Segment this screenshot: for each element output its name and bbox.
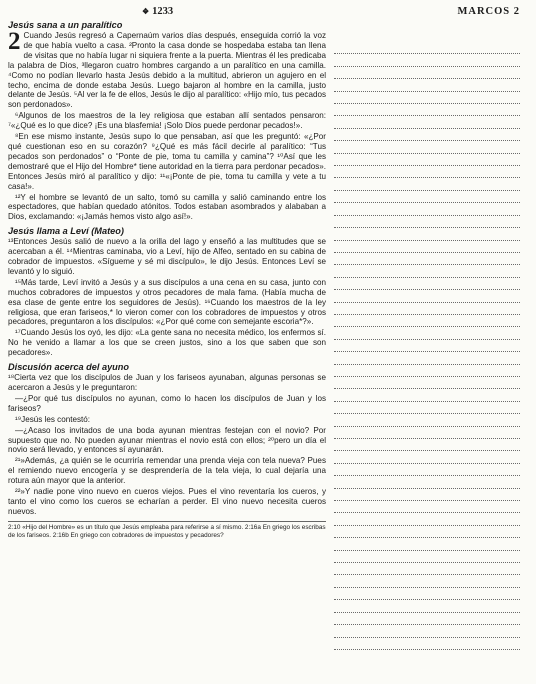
note-line	[334, 265, 520, 277]
note-line	[334, 538, 520, 550]
note-line	[334, 526, 520, 538]
verse-paragraph: ¹⁵Más tarde, Leví invitó a Jesús y a sus discípulos a una cena en su casa, junto con muchos cobradores de impuestos y otros pecadores de mala fama. (Había mucha de esa clase de gente entre los seguidores de Jesús). ¹⁶Cuando los maestros de la ley religiosa, que eran fariseos,* lo vieron comer con los cobradores de impuestos y otros pecadores, preguntaron a los discípulos: «¿Por qué come con semejante escoria*?».	[8, 277, 326, 327]
note-line	[334, 377, 520, 389]
verse-paragraph: ⁸En ese mismo instante, Jesús supo lo que pensaban, así que les preguntó: «¿Por qué cuestionan eso en su corazón? ⁹¿Qué es más fácil decirle al paralítico: “Tus pecados son perdonados” o “Ponte de pie, toma tu camilla y camina”? ¹⁰Así que les demostraré que el Hijo del Hombre* tiene autoridad en la tierra para perdonar pecados». Entonces Jesús miró al paralítico y dijo: ¹¹«¡Ponte de pie, toma tu camilla y vete a tu casa!».	[8, 132, 326, 191]
verse-paragraph: ¹³Entonces Jesús salió de nuevo a la orilla del lago y enseñó a las multitudes que se acercaban a él. ¹⁴Mientras caminaba, vio a Leví, hijo de Alfeo, sentado en su cabina de cobrador de impuestos. «Sígueme y sé mi discípulo», le dijo Jesús. Entonces Leví se levantó y lo siguió.	[8, 237, 326, 276]
note-line	[334, 315, 520, 327]
section-heading: Jesús llama a Leví (Mateo)	[8, 226, 124, 237]
book-chapter-title: MARCOS 2	[457, 6, 520, 17]
note-line	[334, 575, 520, 587]
section-heading: Discusión acerca del ayuno	[8, 362, 130, 373]
note-line	[334, 178, 520, 190]
note-line	[334, 476, 520, 488]
note-line	[334, 253, 520, 265]
verse-paragraph: ⁶Algunos de los maestros de la ley religiosa que estaban allí sentados pensaron: ⁷«¿Qué es lo que dice? ¡Es una blasfemia! ¡Solo Dios puede perdonar pecados!».	[8, 111, 326, 131]
note-line	[334, 327, 520, 339]
note-line	[334, 191, 520, 203]
note-line	[334, 129, 520, 141]
note-line	[334, 625, 520, 637]
note-line	[334, 340, 520, 352]
note-line	[334, 42, 520, 54]
verse-paragraph: ²²»Y nadie pone vino nuevo en cueros viejos. Pues el vino reventaría los cueros, y tanto el vino como los cueros se echarían a perder. El vino nuevo necesita cueros nuevos.	[8, 487, 326, 516]
note-line	[334, 203, 520, 215]
note-line	[334, 613, 520, 625]
note-line	[334, 427, 520, 439]
page-number: ❖ 1233	[142, 6, 174, 17]
note-line	[334, 464, 520, 476]
verse-paragraph: ¹²Y el hombre se levantó de un salto, tomó su camilla y salió caminando entre los espectadores, que habían quedado atónitos. Todos estaban asombrados y alababan a Dios, exclamando: «¡Jamás hemos visto algo así!».	[8, 192, 326, 222]
verse-paragraph: —¿Acaso los invitados de una boda ayunan mientras festejan con el novio? Por supuesto que no. No pueden ayunar mientras el novio está con ellos; ²⁰pero un día el novio será llevado, y entonces sí ayunarán.	[8, 425, 326, 455]
note-line	[334, 54, 520, 66]
note-line	[334, 563, 520, 575]
note-line	[334, 439, 520, 451]
note-line	[334, 588, 520, 600]
note-line	[334, 141, 520, 153]
note-line	[334, 414, 520, 426]
note-line	[334, 154, 520, 166]
note-line	[334, 489, 520, 501]
note-line	[334, 513, 520, 525]
note-line	[334, 79, 520, 91]
verse-paragraph: ¹⁹Jesús les contestó:	[15, 414, 90, 424]
chapter-number: 2	[8, 28, 21, 55]
note-line	[334, 67, 520, 79]
verse-paragraph: —¿Por qué tus discípulos no ayunan, como lo hacen los discípulos de Juan y los fariseos?	[8, 393, 326, 413]
note-line	[334, 365, 520, 377]
note-line	[334, 228, 520, 240]
note-line	[334, 290, 520, 302]
verse-paragraph: ¹⁷Cuando Jesús los oyó, les dijo: «La gente sana no necesita médico, los enfermos sí. No he venido a llamar a los que se creen justos, sino a los que saben que son pecadores».	[8, 328, 326, 358]
note-line	[334, 551, 520, 563]
note-line	[334, 638, 520, 650]
section-heading: Jesús sana a un paralítico	[8, 20, 123, 30]
note-line	[334, 116, 520, 128]
note-line	[334, 166, 520, 178]
note-line	[334, 402, 520, 414]
notes-area	[334, 42, 520, 650]
note-line	[334, 352, 520, 364]
note-line	[334, 303, 520, 315]
footnotes: 2:10 «Hijo del Hombre» es un título que Jesús empleaba para referirse a sí mismo. 2:16a En griego los escribas de los fariseos. 2:16b En griego con cobradores de impuestos y pecadores?	[8, 521, 326, 540]
note-line	[334, 389, 520, 401]
verse-paragraph: ²¹»Además, ¿a quién se le ocurriría remendar una prenda vieja con tela nueva? Pues el remiendo nuevo encogería y se desprendería de la tela vieja, lo cual dejaría una rotura aún mayor que la anterior.	[8, 456, 326, 486]
scripture-column	[8, 20, 326, 540]
note-line	[334, 216, 520, 228]
note-line	[334, 92, 520, 104]
note-line	[334, 600, 520, 612]
note-line	[334, 451, 520, 463]
note-line	[334, 241, 520, 253]
note-line	[334, 104, 520, 116]
page-marker-icon: ❖	[142, 7, 150, 16]
page-header	[0, 6, 536, 20]
verse-paragraph: 2 Cuando Jesús regresó a Capernaúm varios días después, enseguida corrió la voz de que había vuelto a casa. ²Pronto la casa donde se hospedaba estaba tan llena de visitas que no había lugar ni siquiera frente a la puerta. Mientras él les predicaba la palabra de Dios, ³llegaron cuatro hombres cargando a un paralítico en una camilla. ⁴Como no podían llevarlo hasta Jesús debido a la multitud, abrieron un agujero en el techo, encima de donde estaba Jesús. Luego bajaron al hombre en la camilla, justo delante de Jesús. ⁵Al ver la fe de ellos, Jesús le dijo al paralítico: «Hijo mío, tus pecados son perdonados».	[8, 28, 326, 110]
note-line	[334, 501, 520, 513]
verse-paragraph: ¹⁸Cierta vez que los discípulos de Juan y los fariseos ayunaban, algunas personas se acercaron a Jesús y le preguntaron:	[8, 373, 326, 392]
note-line	[334, 278, 520, 290]
